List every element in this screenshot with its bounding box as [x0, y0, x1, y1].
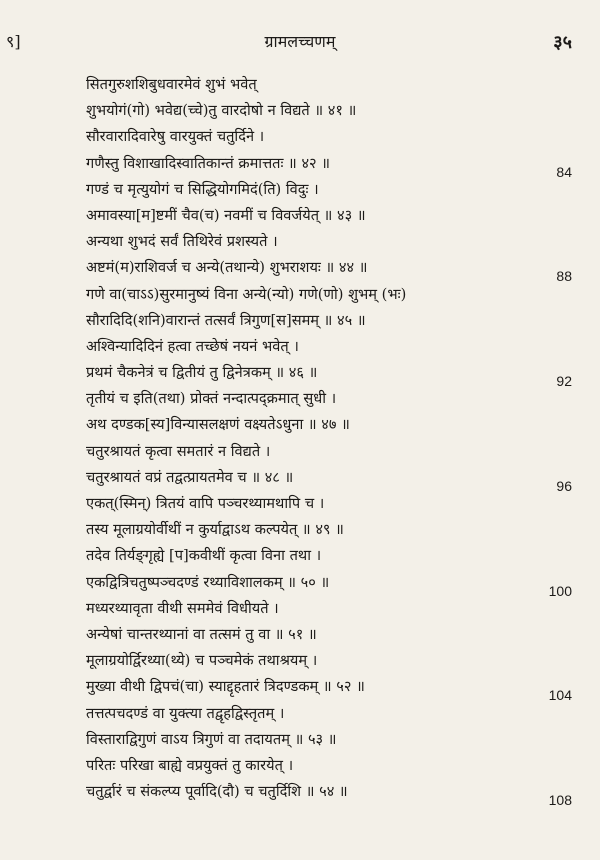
verse-text: अमावस्या[म]ष्टमीं चैव(च) नवमीं च विवर्जयेत् ॥ ४३ ॥: [86, 206, 366, 224]
text-line: [0, 98, 600, 124]
text-line: [0, 229, 600, 255]
page-number: ३५: [553, 32, 572, 53]
text-line: [0, 727, 600, 753]
line-number: 84: [556, 163, 572, 180]
text-line: [0, 255, 600, 285]
text-line: [0, 570, 600, 599]
verse-text: अथ दण्डक[स्य]विन्यासलक्षणं वक्ष्यतेऽधुना ॥ ४७ ॥: [86, 416, 350, 434]
verse-text: चतुर्द्वारं च संकल्प्य पूर्वादि(दौ) च चतुर्दिशि ॥ ५४ ॥: [86, 783, 348, 801]
text-line: [0, 465, 600, 494]
verse-text: सौरवारादिवारेषु वारयुक्तं चतुर्दिने ।: [86, 128, 265, 146]
verse-text: मूलाग्रयोर्द्विरथ्या(थ्ये) च पञ्चमेकं तथाश्रयम् ।: [86, 652, 318, 670]
verse-text: तृतीयं च इति(तथा) प्रोक्तं नन्दात्पद्क्रमात् सुधी ।: [86, 390, 337, 408]
verse-text: तत्तत्पचदण्डं वा युक्त्या तद्वृहद्विस्तृतम् ।: [86, 704, 285, 722]
text-line: [0, 517, 600, 543]
verse-text: चतुरश्रायतं वप्रं तद्वत्प्रायतमेव च ॥ ४८ ॥: [86, 468, 294, 486]
verse-text: मध्यरथ्यावृता वीथी सममेवं विधीयते ।: [86, 599, 279, 617]
verse-text: चतुरश्रायतं कृत्वा समतारं न विद्यते ।: [86, 442, 271, 460]
running-title: ग्रामलच्चणम्: [264, 32, 336, 51]
verse-text: अन्येषां चान्तरथ्यानां वा तत्समं तु वा ॥ ५१ ॥: [86, 625, 317, 643]
text-line: [0, 491, 600, 517]
text-line: [0, 439, 600, 465]
verse-text: गण्डं च मृत्युयोगं च सिद्धियोगमिदं(ति) विदुः ।: [86, 180, 319, 198]
verse-text: विस्ताराद्विगुणं वाऽय त्रिगुणं वा तदायतम् ॥ ५३ ॥: [86, 730, 337, 748]
page-header: [0, 30, 600, 54]
text-line: [0, 177, 600, 203]
verse-text: शुभयोगं(गो) भवेद्य(च्चे)तु वारदोषो न विद्यते ॥ ४१ ॥: [86, 102, 357, 120]
text-line: [0, 753, 600, 779]
text-line: [0, 412, 600, 438]
text-body: [0, 72, 600, 809]
verse-text: अन्यथा शुभदं सर्वं तिथिरेवं प्रशस्यते ।: [86, 233, 278, 251]
verse-text: सौरादिदि(शनि)वारान्तं तत्सर्वं त्रिगुण[स]समम् ॥ ४५ ॥: [86, 311, 366, 329]
text-line: [0, 596, 600, 622]
line-number: 108: [548, 792, 572, 809]
verse-text: मुख्या वीथी द्विपचं(चा) स्याद्दृहतारं त्रिदण्डकम् ॥ ५२ ॥: [86, 678, 365, 696]
verse-text: अश्विन्यादिदिनं हत्वा तच्छेषं नयनं भवेत् ।: [86, 337, 299, 355]
text-line: [0, 334, 600, 360]
line-number: 88: [556, 268, 572, 285]
text-line: [0, 308, 600, 334]
text-line: [0, 124, 600, 150]
line-number: 100: [548, 582, 572, 599]
verse-text: प्रथमं चैकनेत्रं च द्वितीयं तु द्विनेत्रकम् ॥ ४६ ॥: [86, 364, 318, 382]
text-line: [0, 701, 600, 727]
text-line: [0, 72, 600, 98]
verse-text: सितगुरुशशिबुधवारमेवं शुभं भवेत्: [86, 76, 257, 93]
text-line: [0, 282, 600, 308]
verse-text: गणैस्तु विशाखादिस्वातिकान्तं क्रमात्ततः ॥ ४२ ॥: [86, 154, 330, 172]
line-number: 96: [556, 477, 572, 494]
verse-text: एकद्वित्रिचतुष्पञ्चदण्डं रथ्याविशालकम् ॥ ५० ॥: [86, 573, 330, 591]
verse-text: एकत्(स्मिन्) त्रितयं वापि पञ्चरथ्यामथापि च ।: [86, 495, 325, 512]
text-line: [0, 151, 600, 180]
text-line: [0, 360, 600, 390]
text-line: [0, 203, 600, 229]
text-line: [0, 648, 600, 674]
line-number: 92: [556, 373, 572, 390]
header-left-mark: ९]: [6, 32, 21, 51]
text-line: [0, 543, 600, 569]
text-line: [0, 674, 600, 704]
text-line: [0, 622, 600, 648]
text-line: [0, 386, 600, 412]
verse-text: परितः परिखा बाह्ये वप्रयुक्तं तु कारयेत् ।: [86, 756, 294, 774]
verse-text: अष्टमं(म)राशिवर्ज च अन्ये(तथान्ये) शुभराशयः ॥ ४४ ॥: [86, 259, 368, 277]
text-line: [0, 779, 600, 809]
verse-text: तदेव तिर्यङ्गृह्ये [प]कवीथीं कृत्वा विना तथा ।: [86, 547, 322, 565]
line-number: 104: [548, 687, 572, 704]
verse-text: तस्य मूलाग्रयोर्वीथीं न कुर्याद्वाऽथ कल्पयेत् ॥ ४९ ॥: [86, 521, 344, 539]
verse-text: गणे वा(चाऽऽ)सुरमानुष्यं विना अन्ये(न्यो) गणे(णो) शुभम् (भः): [86, 285, 407, 303]
